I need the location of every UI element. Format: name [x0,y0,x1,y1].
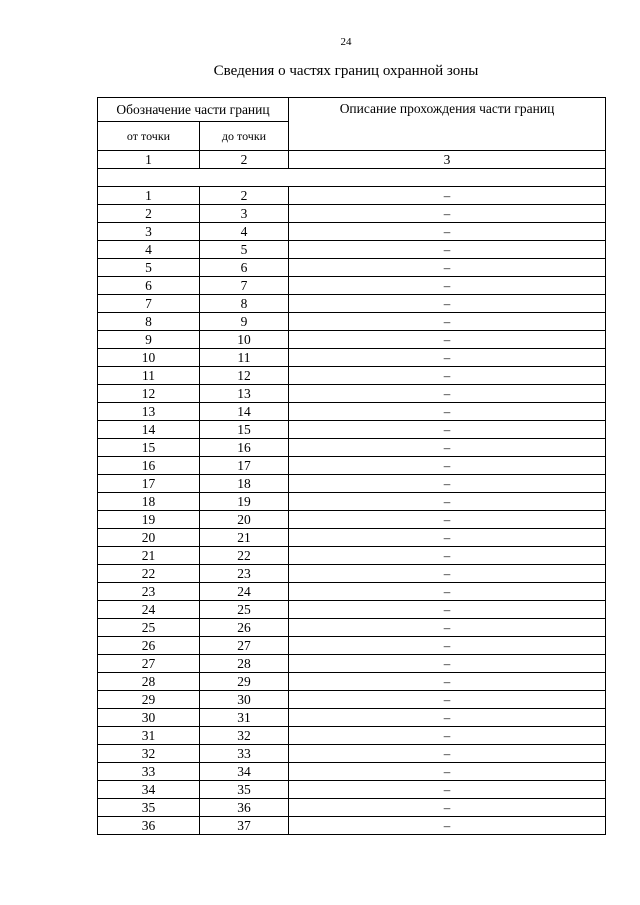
from-point-cell: 10 [98,349,200,367]
table-row [98,691,606,709]
from-point-cell: 16 [98,457,200,475]
table-row [98,565,606,583]
description-cell: – [289,691,606,709]
from-point-cell: 19 [98,511,200,529]
column-number-1: 1 [98,151,200,169]
table-row [98,331,606,349]
description-cell: – [289,817,606,835]
description-cell: – [289,241,606,259]
to-point-cell: 19 [200,493,289,511]
from-point-cell: 26 [98,637,200,655]
table-row [98,637,606,655]
description-cell: – [289,457,606,475]
table-row [98,187,606,205]
table-row [98,799,606,817]
description-cell: – [289,331,606,349]
to-point-cell: 25 [200,601,289,619]
to-point-cell: 23 [200,565,289,583]
from-point-cell: 34 [98,781,200,799]
from-point-cell: 27 [98,655,200,673]
from-point-cell: 11 [98,367,200,385]
to-point-cell: 4 [200,223,289,241]
to-point-cell: 9 [200,313,289,331]
to-point-cell: 2 [200,187,289,205]
from-point-cell: 2 [98,205,200,223]
table-row [98,475,606,493]
table-row [98,223,606,241]
description-cell: – [289,259,606,277]
table-row [98,493,606,511]
description-cell: – [289,511,606,529]
from-point-cell: 35 [98,799,200,817]
from-point-cell: 33 [98,763,200,781]
table-row [98,241,606,259]
description-cell: – [289,493,606,511]
to-point-cell: 11 [200,349,289,367]
from-point-cell: 7 [98,295,200,313]
to-point-cell: 7 [200,277,289,295]
description-cell: – [289,799,606,817]
from-point-cell: 24 [98,601,200,619]
description-cell: – [289,439,606,457]
to-point-cell: 31 [200,709,289,727]
to-point-cell: 32 [200,727,289,745]
from-point-cell: 23 [98,583,200,601]
boundary-parts-table [97,97,606,835]
column-number-3: 3 [289,151,606,169]
section-spacer-row [98,169,606,187]
header-from-point: от точки [98,122,200,151]
section-spacer-cell [98,169,606,187]
from-point-cell: 3 [98,223,200,241]
to-point-cell: 17 [200,457,289,475]
table-row [98,781,606,799]
to-point-cell: 36 [200,799,289,817]
description-cell: – [289,637,606,655]
description-cell: – [289,421,606,439]
from-point-cell: 28 [98,673,200,691]
from-point-cell: 31 [98,727,200,745]
description-cell: – [289,367,606,385]
description-cell: – [289,277,606,295]
from-point-cell: 1 [98,187,200,205]
description-cell: – [289,673,606,691]
from-point-cell: 36 [98,817,200,835]
to-point-cell: 13 [200,385,289,403]
to-point-cell: 15 [200,421,289,439]
description-cell: – [289,295,606,313]
table-row [98,763,606,781]
table-row [98,259,606,277]
description-cell: – [289,475,606,493]
table-row [98,727,606,745]
to-point-cell: 8 [200,295,289,313]
description-cell: – [289,781,606,799]
from-point-cell: 4 [98,241,200,259]
table-row [98,529,606,547]
description-cell: – [289,205,606,223]
to-point-cell: 5 [200,241,289,259]
table-row [98,313,606,331]
description-cell: – [289,313,606,331]
to-point-cell: 10 [200,331,289,349]
description-cell: – [289,763,606,781]
column-number-2: 2 [200,151,289,169]
table-row [98,601,606,619]
to-point-cell: 37 [200,817,289,835]
from-point-cell: 17 [98,475,200,493]
to-point-cell: 24 [200,583,289,601]
to-point-cell: 27 [200,637,289,655]
from-point-cell: 12 [98,385,200,403]
header-to-point: до точки [200,122,289,151]
table-row [98,205,606,223]
description-cell: – [289,349,606,367]
description-cell: – [289,565,606,583]
to-point-cell: 14 [200,403,289,421]
from-point-cell: 9 [98,331,200,349]
table-row [98,367,606,385]
to-point-cell: 26 [200,619,289,637]
to-point-cell: 12 [200,367,289,385]
from-point-cell: 13 [98,403,200,421]
table-row [98,547,606,565]
from-point-cell: 5 [98,259,200,277]
description-cell: – [289,601,606,619]
table-row [98,385,606,403]
header-group-cell: Обозначение части границ [98,98,289,122]
table-row [98,673,606,691]
description-cell: – [289,529,606,547]
header-row-group [98,98,606,122]
description-cell: – [289,223,606,241]
description-cell: – [289,187,606,205]
table-row [98,655,606,673]
to-point-cell: 28 [200,655,289,673]
header-description-cell: Описание прохождения части границ [289,98,606,151]
table-row [98,403,606,421]
from-point-cell: 22 [98,565,200,583]
table-row [98,277,606,295]
description-cell: – [289,745,606,763]
from-point-cell: 30 [98,709,200,727]
to-point-cell: 34 [200,763,289,781]
table-row [98,619,606,637]
from-point-cell: 6 [98,277,200,295]
from-point-cell: 21 [98,547,200,565]
from-point-cell: 25 [98,619,200,637]
from-point-cell: 8 [98,313,200,331]
to-point-cell: 6 [200,259,289,277]
to-point-cell: 20 [200,511,289,529]
description-cell: – [289,403,606,421]
from-point-cell: 29 [98,691,200,709]
table-row [98,421,606,439]
description-cell: – [289,619,606,637]
to-point-cell: 29 [200,673,289,691]
table-row [98,745,606,763]
from-point-cell: 32 [98,745,200,763]
document-title: Сведения о частях границ охранной зоны [213,63,479,79]
description-cell: – [289,655,606,673]
to-point-cell: 33 [200,745,289,763]
description-cell: – [289,583,606,601]
to-point-cell: 22 [200,547,289,565]
description-cell: – [289,385,606,403]
from-point-cell: 18 [98,493,200,511]
table-row [98,349,606,367]
page-number: 24 [340,36,352,48]
to-point-cell: 16 [200,439,289,457]
table-row [98,295,606,313]
to-point-cell: 18 [200,475,289,493]
to-point-cell: 35 [200,781,289,799]
to-point-cell: 21 [200,529,289,547]
from-point-cell: 14 [98,421,200,439]
description-cell: – [289,547,606,565]
table-row [98,709,606,727]
to-point-cell: 30 [200,691,289,709]
description-cell: – [289,709,606,727]
table-row [98,457,606,475]
table-row [98,583,606,601]
column-number-row [98,151,606,169]
from-point-cell: 20 [98,529,200,547]
table-row [98,817,606,835]
to-point-cell: 3 [200,205,289,223]
table-row [98,511,606,529]
description-cell: – [289,727,606,745]
from-point-cell: 15 [98,439,200,457]
table-row [98,439,606,457]
